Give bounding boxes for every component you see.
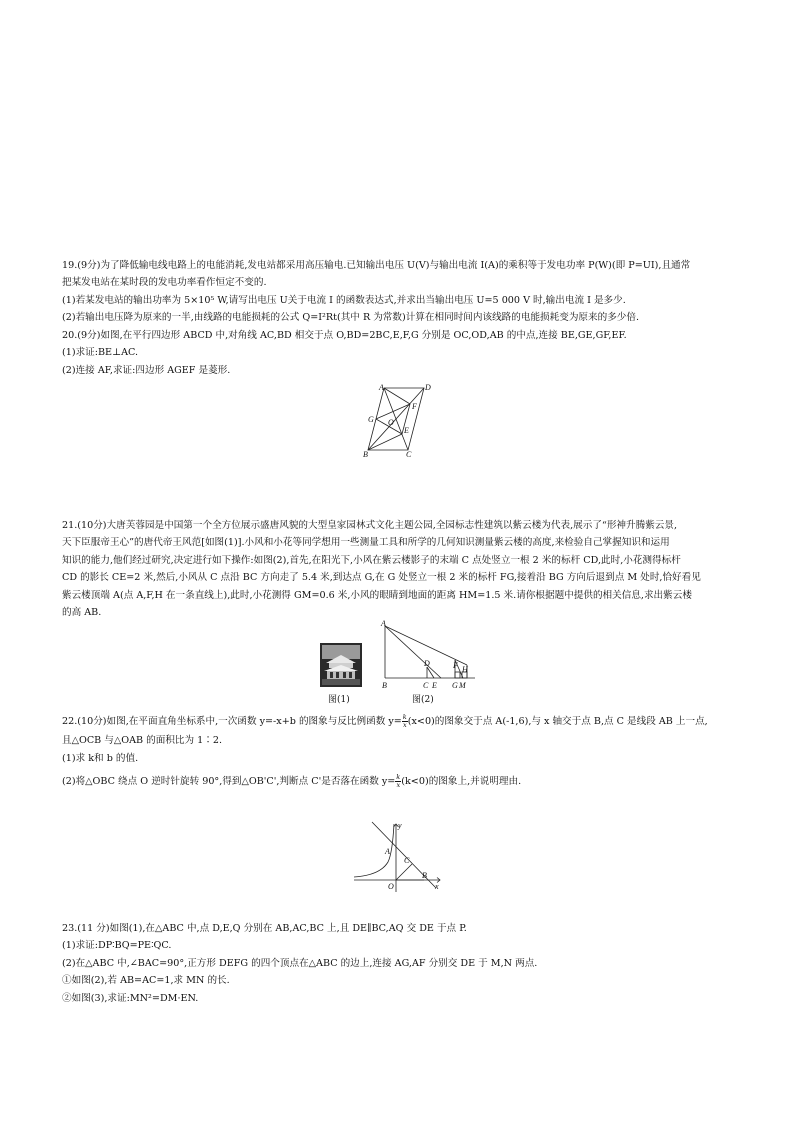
- label-F: F: [412, 402, 417, 411]
- label-B: B: [363, 450, 368, 458]
- label-C: C: [406, 450, 412, 458]
- q20-line: (2)连接 AF,求证:四边形 AGEF 是菱形.: [62, 364, 231, 376]
- parallelogram-figure: [360, 382, 440, 458]
- label-B: B: [382, 681, 387, 690]
- label-B: B: [422, 871, 427, 880]
- coordinate-figure: [352, 818, 444, 894]
- label-C: C: [404, 856, 410, 865]
- q19-line: (2)若输出电压降为原来的一半,由线路的电能损耗的公式 Q=I²Rt(其中 R 为常数)计算在相同时间内该线路的电能损耗变为原来的多少倍.: [62, 312, 640, 324]
- question-19: [62, 257, 738, 327]
- fraction-denominator: x: [402, 721, 407, 729]
- q21-line: 21.(10分)大唐芙蓉园是中国第一个全方位展示盛唐风貌的大型皇家园林式文化主题公园,全园标志性建筑以紫云楼为代表,展示了“形神升腾紫云景,: [62, 520, 678, 531]
- fraction-denominator: x: [396, 781, 401, 790]
- caption-figure-1: 图(1): [328, 695, 350, 705]
- measurement-figure: [377, 620, 477, 692]
- q23-line: ②如图(3),求证:MN²=DM·EN.: [62, 992, 199, 1004]
- q22-text-a: 22.(10分)如图,在平面直角坐标系中,一次函数 y=-x+b 的图象与反比例函数 y=: [62, 716, 402, 727]
- fraction-numerator: k: [402, 713, 407, 721]
- question-23: [62, 920, 738, 1007]
- q21-line: 天下臣服帝王心”的唐代帝王风范[如图(1)].小风和小花等同学想用一些测量工具和所学的几何知识测量紫云楼的高度,来检验自己掌握知识和运用: [62, 537, 670, 549]
- q22-text-b: (x<0)的图象交于点 A(-1,6),与 x 轴交于点 B,点 C 是线段 AB 上一点,: [407, 716, 708, 727]
- q23-line: ①如图(2),若 AB=AC=1,求 MN 的长.: [62, 975, 230, 987]
- label-E: E: [432, 681, 437, 690]
- q23-line: (1)求证:DP∶BQ=PE∶QC.: [62, 940, 172, 952]
- label-A: A: [379, 383, 384, 392]
- q23-line: 23.(11 分)如图(1),在△ABC 中,点 D,E,Q 分别在 AB,AC,BC 上,且 DE∥BC,AQ 交 DE 于点 P.: [62, 923, 467, 934]
- label-A: A: [381, 620, 386, 628]
- label-O: O: [388, 882, 394, 891]
- q20-line: (1)求证:BE⊥AC.: [62, 347, 139, 359]
- label-D: D: [424, 659, 430, 668]
- q19-line: 19.(9分)为了降低输电线电路上的电能消耗,发电站都采用高压输电.已知输出电压 U(V)与输出电流 I(A)的乘积等于发电功率 P(W)(即 P=UI),且通常: [62, 260, 691, 271]
- label-F: F: [453, 661, 458, 670]
- label-y: y: [398, 821, 402, 830]
- q22-line: (1)求 k和 b 的值.: [62, 752, 139, 764]
- question-21: [62, 517, 738, 621]
- q22-line: 且△OCB 与△OAB 的面积比为 1∶2.: [62, 735, 223, 747]
- label-H: H: [462, 665, 468, 674]
- ziyun-tower-photo: [320, 643, 362, 687]
- caption-figure-2: 图(2): [412, 695, 434, 705]
- question-20: [62, 327, 738, 379]
- q23-line: (2)在△ABC 中,∠BAC=90°,正方形 DEFG 的四个顶点在△ABC 的边上,连接 AG,AF 分别交 DE 于 M,N 两点.: [62, 957, 538, 969]
- q21-line: 知识的能力,他们经过研究,决定进行如下操作:如图(2),首先,在阳光下,小风在紫云楼影子的末端 C 点处竖立一根 2 米的标杆 CD,此时,小花测得标杆: [62, 554, 681, 566]
- q21-line: 紫云楼顶端 A(点 A,F,H 在一条直线上),此时,小花测得 GM=0.6 米,小风的眼睛到地面的距离 HM=1.5 米.请你根据题中提供的相关信息,求出紫云楼: [62, 589, 692, 601]
- q20-line: 20.(9分)如图,在平行四边形 ABCD 中,对角线 AC,BD 相交于点 O,BD=2BC,E,F,G 分别是 OC,OD,AB 的中点,连接 BE,GE,GF,EF.: [62, 330, 627, 341]
- fraction-numerator: k: [396, 773, 401, 782]
- q19-line: 把某发电站在某时段的发电功率看作恒定不变的.: [62, 277, 267, 289]
- label-E: E: [404, 426, 409, 435]
- q19-line: (1)若某发电站的输出功率为 5×10⁵ W,请写出电压 U关于电流 I 的函数表达式,并求出当输出电压 U=5 000 V 时,输出电流 I 是多少.: [62, 294, 626, 306]
- question-22: [62, 713, 738, 791]
- q21-line: CD 的影长 CE=2 米,然后,小风从 C 点沿 BC 方向走了 5.4 米,到达点 G,在 G 处竖立一根 2 米的标杆 FG,接着沿 BG 方向后退到点 M 处时,恰好看见: [62, 572, 701, 584]
- label-A: A: [385, 847, 390, 856]
- label-G: G: [452, 681, 458, 690]
- label-C: C: [423, 681, 429, 690]
- label-O: O: [388, 418, 394, 427]
- label-x: x: [435, 882, 439, 891]
- q22-line-1: [62, 713, 738, 730]
- q22-text-c: (2)将△OBC 绕点 O 逆时针旋转 90°,得到△OB'C',判断点 C'是否落在函数 y=: [62, 776, 396, 788]
- q21-line: 的高 AB.: [62, 607, 102, 619]
- label-M: M: [459, 681, 466, 690]
- label-D: D: [425, 383, 431, 392]
- q22-line-4: [62, 773, 738, 790]
- label-G: G: [368, 415, 374, 424]
- q22-text-d: (k<0)的图象上,并说明理由.: [401, 776, 522, 788]
